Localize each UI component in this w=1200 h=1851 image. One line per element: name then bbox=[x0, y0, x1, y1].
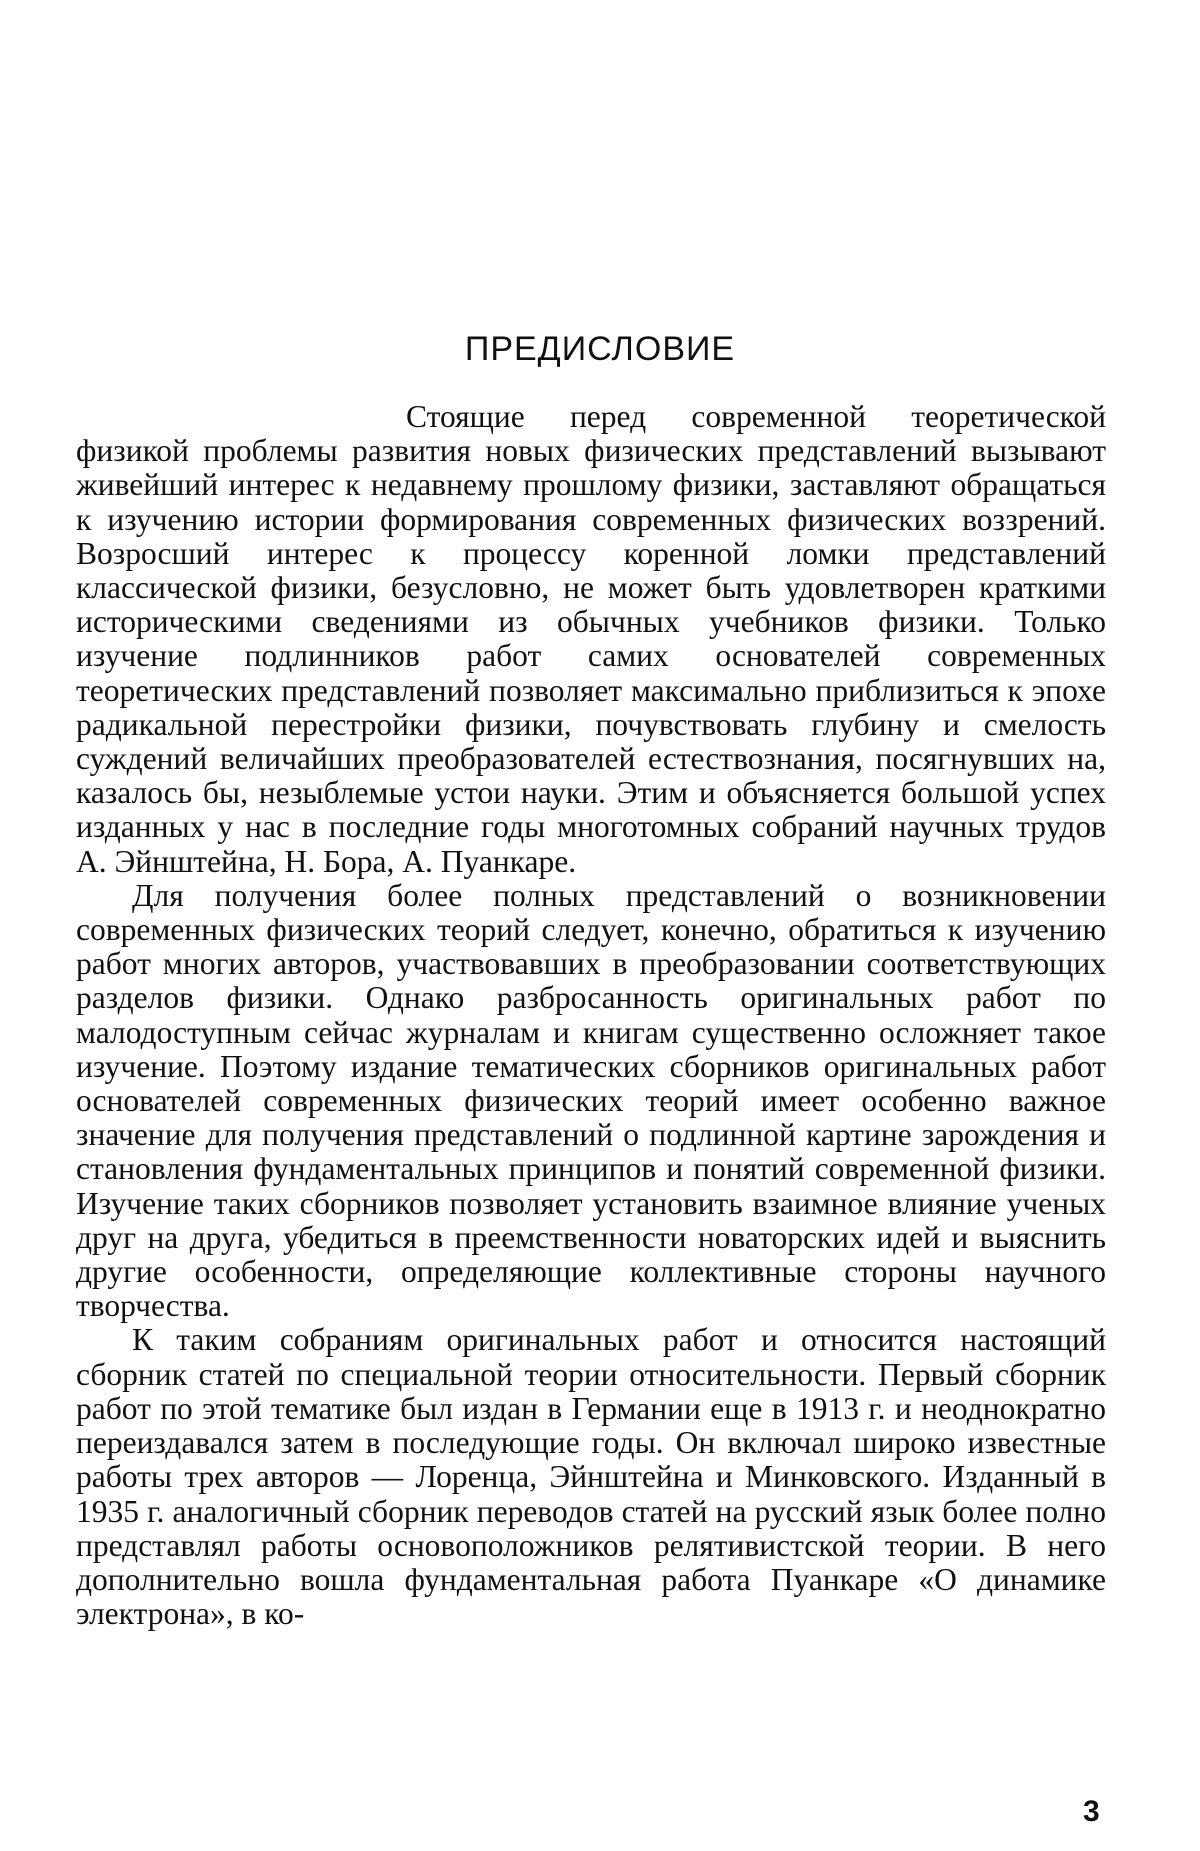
paragraph-1: Стоящие перед современной теоретической физикой проблемы развития новых физических представлений вызывают живейший интерес к недавнему прошлому физики, заставляют обращаться к изучению истории формирования современных физических воззрений. Возросший интерес к процессу коренной ломки представлений классической физики, безусловно, не может быть удовлетворен краткими историческими сведениями из обычных учебников физики. Только изучение подлинников работ самих основателей современных теоретических представлений позволяет максимально приблизиться к эпохе радикальной перестройки физики, почувствовать глубину и смелость суждений величайших преобразователей естествознания, посягнувших на, казалось бы, незыблемые устои науки. Этим и объясняется большой успех изданных у нас в последние годы многотомных собраний научных трудов А. Эйнштейна, Н. Бора, А. Пуанкаре. bbox=[76, 399, 1106, 879]
page-title: ПРЕДИСЛОВИЕ bbox=[464, 330, 736, 368]
body-text bbox=[76, 400, 1106, 1631]
paragraph-3: К таким собраниям оригинальных работ и относится настоящий сборник статей по специальной теории относительности. Первый сборник работ по этой тематике был издан в Германии еще в 1913 г. и неоднократно переиздавался затем в последующие годы. Он включал широко известные работы трех авторов — Лоренца, Эйнштейна и Минковского. Изданный в 1935 г. аналогичный сборник переводов статей на русский язык более полно представлял работы основоположников релятивистской теории. В него дополнительно вошла фундаментальная работа Пуанкаре «О динамике электрона», в ко- bbox=[76, 1322, 1106, 1632]
page-number: 3 bbox=[1083, 1795, 1100, 1828]
paragraph-2: Для получения более полных представлений о возникновении современных физических теорий следует, конечно, обратиться к изучению работ многих авторов, участвовавших в преобразовании соответствующих разделов физики. Однако разбросанность оригинальных работ по малодоступным сейчас журналам и книгам существенно осложняет такое изучение. Поэтому издание тематических сборников оригинальных работ основателей современных физических теорий имеет особенно важное значение для получения представлений о подлинной картине зарождения и становления фундаментальных принципов и понятий современной физики. Изучение таких сборников позволяет установить взаимное влияние ученых друг на друга, убедиться в преемственности новаторских идей и выяснить другие особенности, определяющие коллективные стороны научного творчества. bbox=[76, 877, 1106, 1324]
